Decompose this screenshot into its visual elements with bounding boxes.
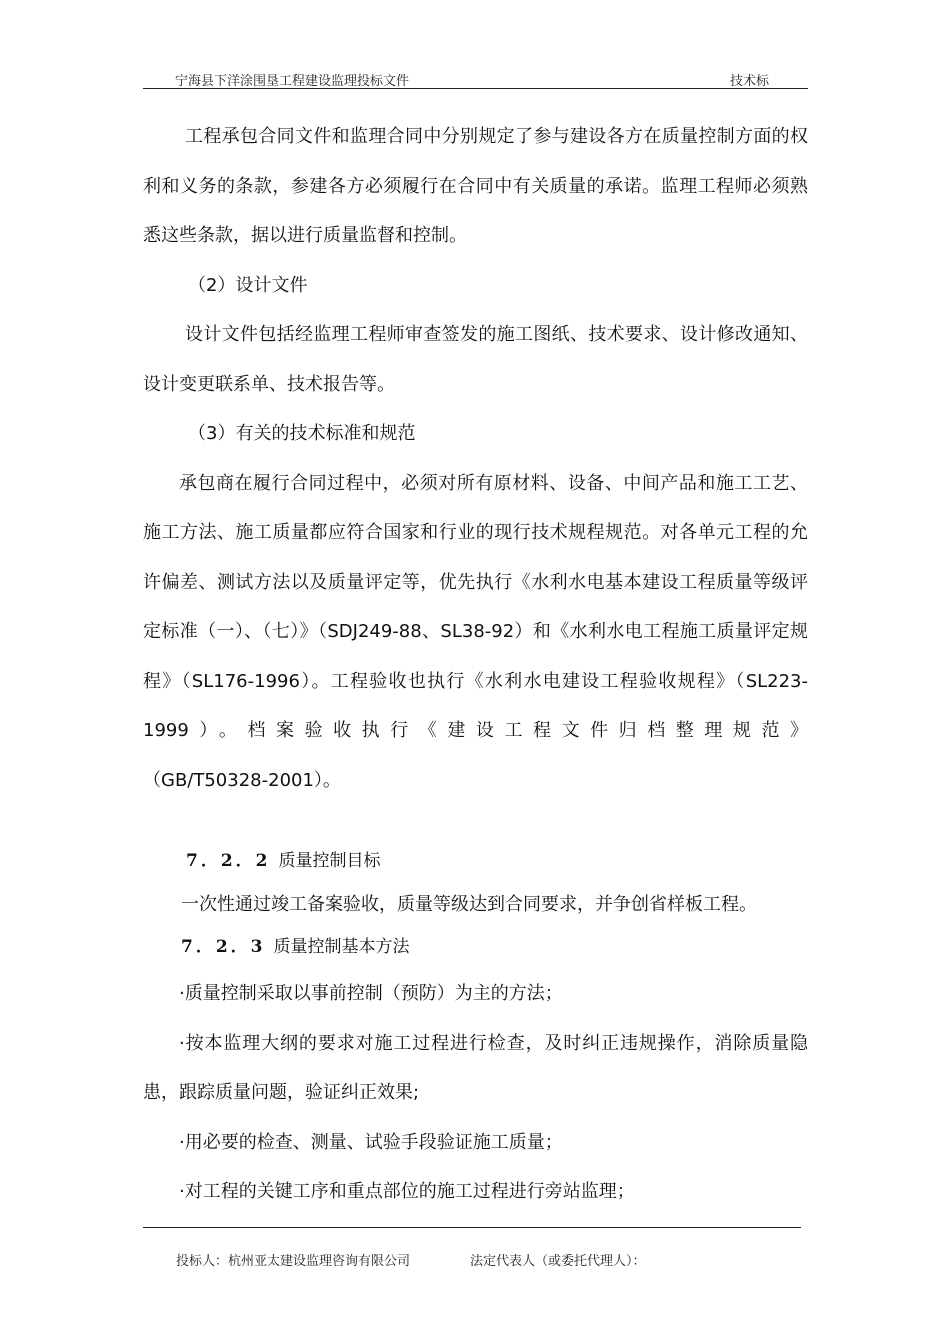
bullet-testing: ·用必要的检查、测量、试验手段验证施工质量； <box>179 1131 563 1153</box>
footer-bidder: 投标人：杭州亚太建设监理咨询有限公司 <box>176 1254 411 1269</box>
footer-representative: 法定代表人（或委托代理人）： <box>470 1254 646 1269</box>
paragraph-contract-terms: 工程承包合同文件和监理合同中分别规定了参与建设各方在质量控制方面的权利和义务的条款，参建各方必须履行在合同中有关质量的承诺。监理工程师必须熟悉这些条款，据以进行质量监督和控制。 <box>143 126 808 246</box>
section-gap <box>143 805 808 840</box>
heading-quality-methods <box>143 926 808 969</box>
footer-divider <box>143 1227 801 1228</box>
paragraph-technical-standards-end: （GB/T50328-2001）。 <box>143 769 341 791</box>
item-design-documents-title: （2）设计文件 <box>188 274 308 296</box>
document-body <box>143 112 808 1217</box>
header-title: 宁海县下洋涂围垦工程建设监理投标文件 <box>175 74 410 89</box>
bullet-supervision: ·对工程的关键工序和重点部位的施工过程进行旁站监理； <box>179 1181 635 1202</box>
bullet-inspection: ·按本监理大纲的要求对施工过程进行检查，及时纠正违规操作，消除质量隐患，跟踪质量问题，验证纠正效果; <box>143 1032 808 1103</box>
heading-quality-target <box>143 840 808 883</box>
bullet-prevention: ·质量控制采取以事前控制（预防）为主的方法； <box>179 983 563 1004</box>
heading-text: 质量控制目标 <box>278 851 381 871</box>
paragraph-quality-target: 一次性通过竣工备案验收，质量等级达到合同要求，并争创省样板工程。 <box>181 894 757 915</box>
item-technical-standards-title: （3）有关的技术标准和规范 <box>188 423 416 444</box>
heading-number: 7．2．3 <box>181 937 266 957</box>
heading-text: 质量控制基本方法 <box>273 937 410 957</box>
paragraph-design-documents: 设计文件包括经监理工程师审查签发的施工图纸、技术要求、设计修改通知、设计变更联系单、技术报告等。 <box>143 324 808 395</box>
header-divider <box>143 88 808 89</box>
heading-number: 7．2．2 <box>186 851 271 871</box>
header-section: 技术标 <box>730 74 770 89</box>
paragraph-technical-standards: 承包商在履行合同过程中，必须对所有原材料、设备、中间产品和施工工艺、施工方法、施工质量都应符合国家和行业的现行技术规程规范。对各单元工程的允许偏差、测试方法以及质量评定等，优先执行《水利水电基本建设工程质量等级评定标准（一）、（七）》（SDJ249-88、SL38-92）和《水利水电工程施工质量评定规程》（SL176-1996）。工程验收也执行《水利水电建设工程验收规程》（SL223-1999）。档案验收执行《建设工程文件归档整理规范》 <box>143 472 808 741</box>
